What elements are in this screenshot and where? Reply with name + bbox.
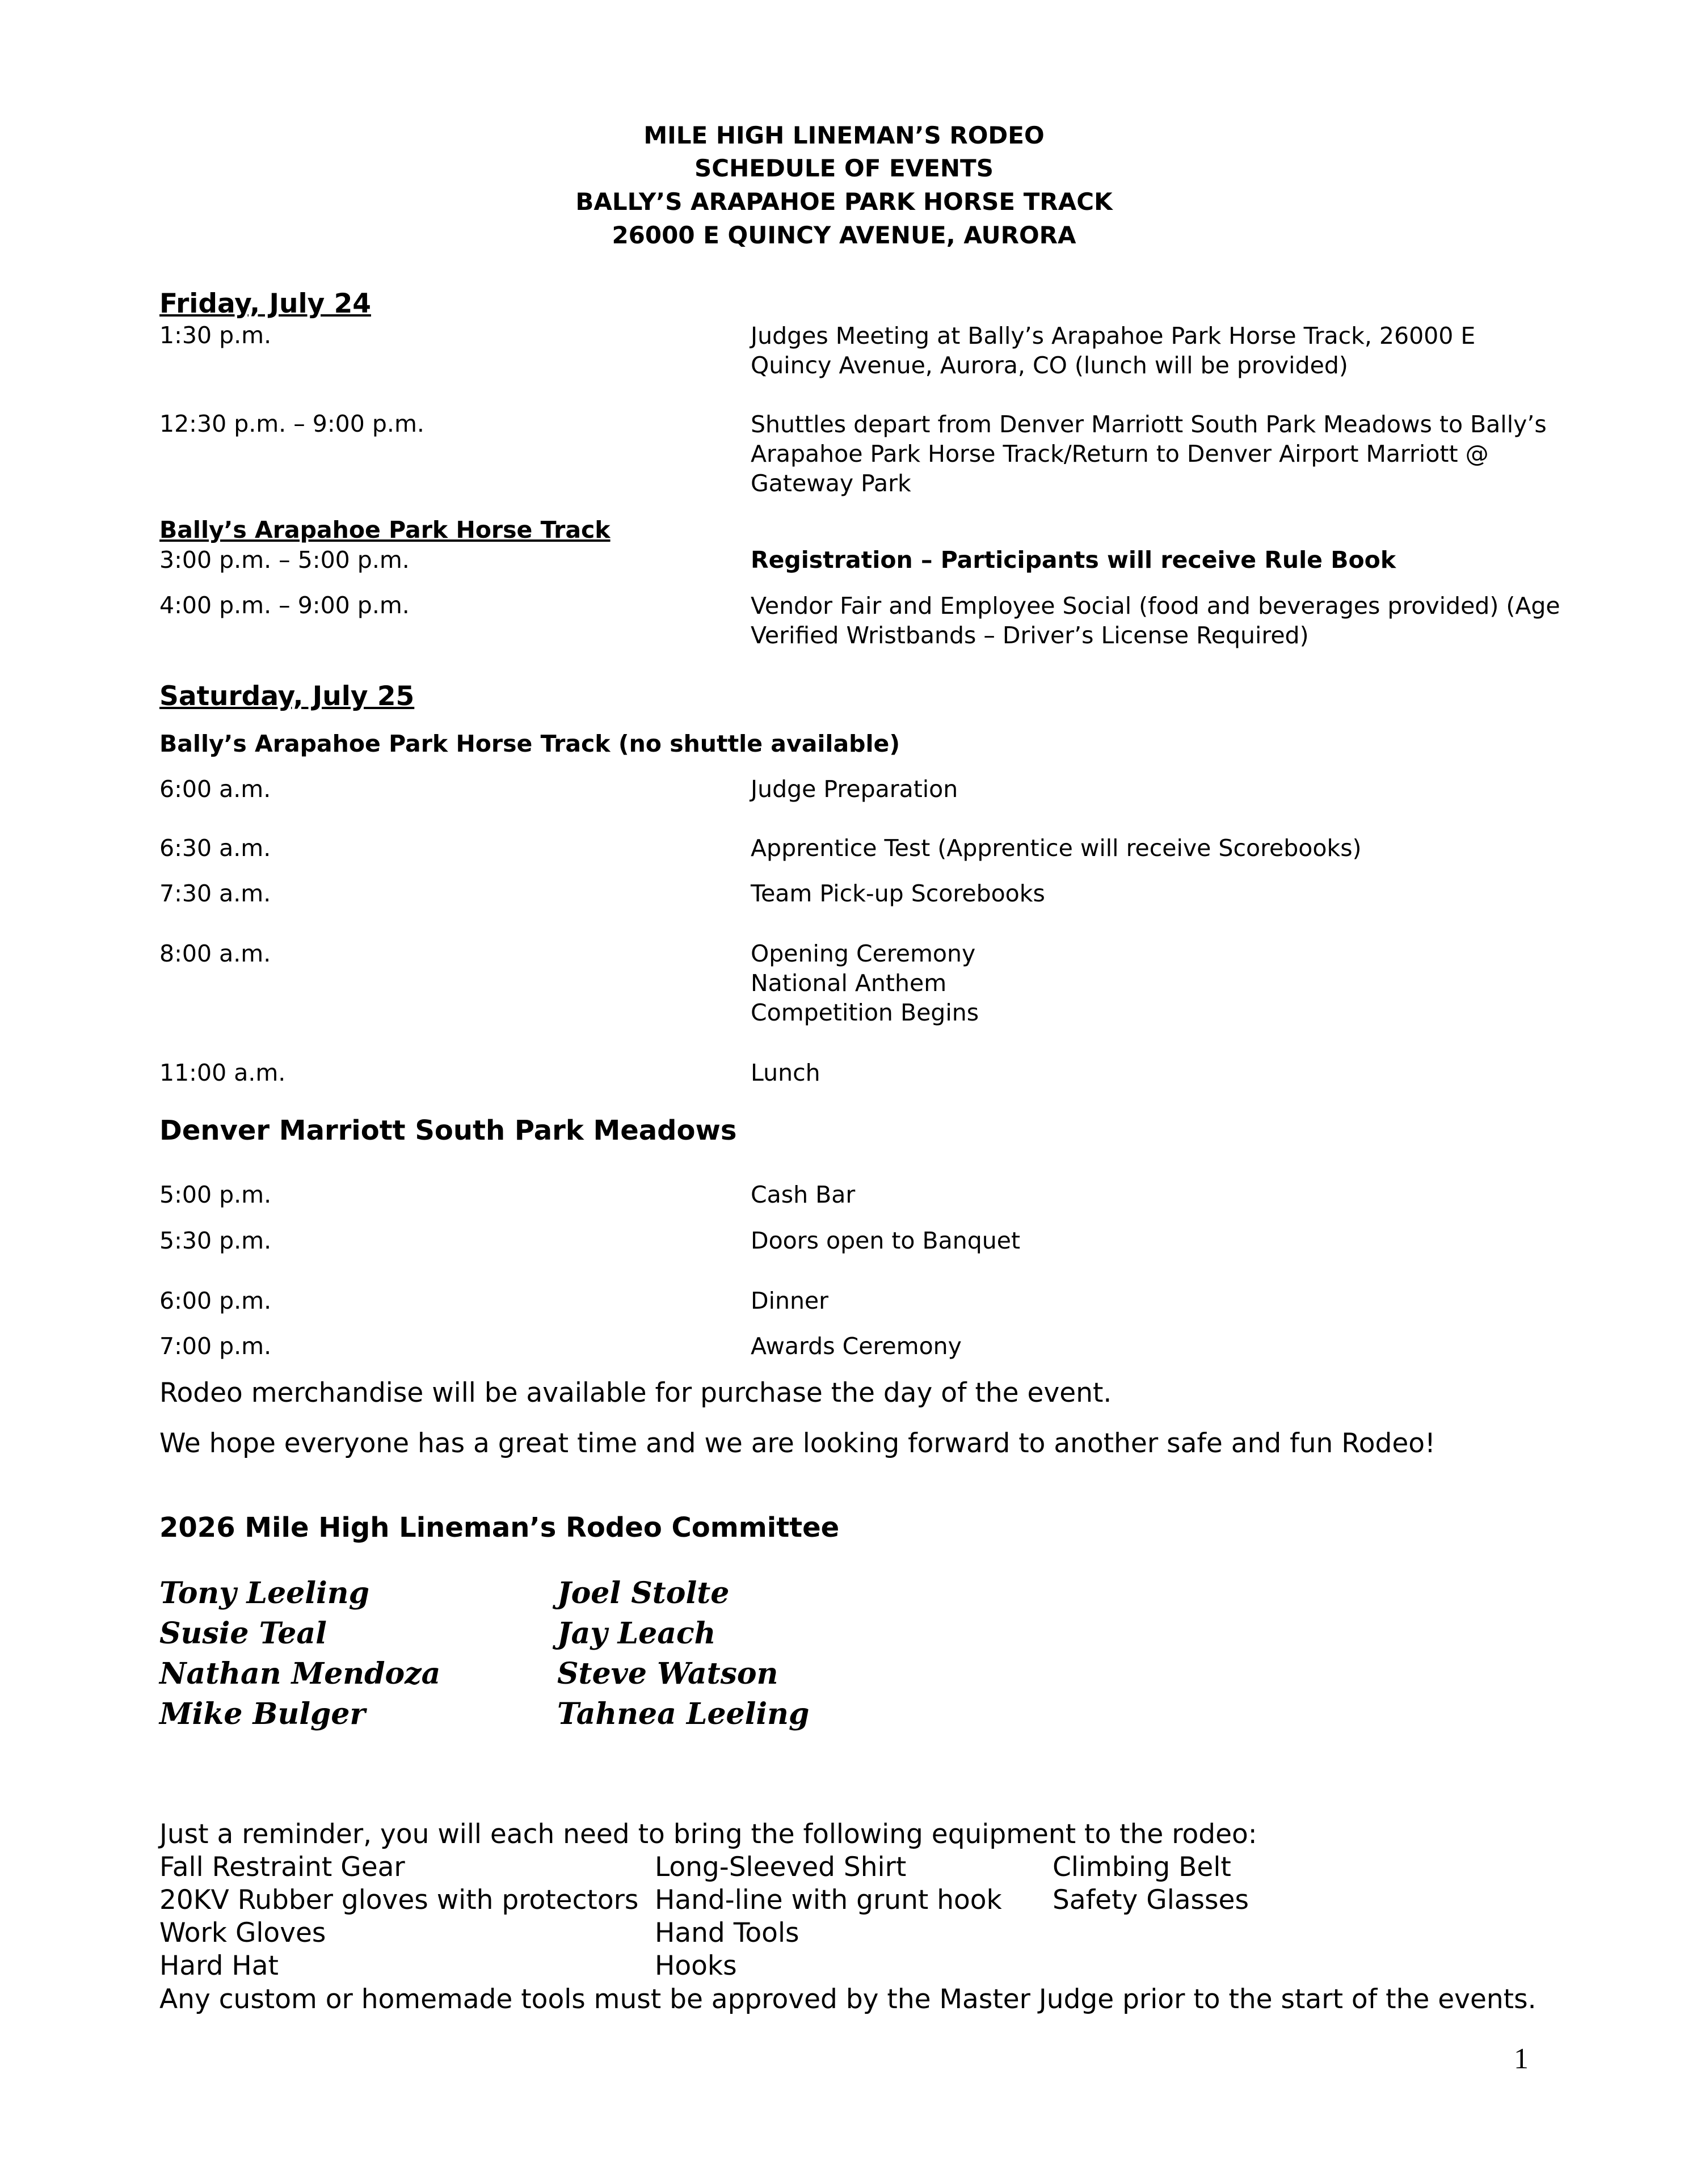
evening-desc-4: Awards Ceremony	[751, 1333, 962, 1360]
friday-desc-2: Shuttles depart from Denver Marriott South Park Meadows to Bally’s Arapahoe Park Horse Track/Return to Denver Airport Marriott @ Gateway Park	[751, 411, 1547, 497]
equipment-item: 20KV Rubber gloves with protectors	[159, 1884, 639, 1916]
evening-time-2: 5:30 p.m.	[159, 1227, 272, 1254]
saturday-desc-4c: Competition Begins	[751, 999, 979, 1026]
equipment-item: Hooks	[655, 1950, 737, 1981]
saturday-heading: Saturday, July 25	[159, 681, 415, 712]
committee-member: Joel Stolte	[557, 1576, 730, 1610]
friday-venue: Bally’s Arapahoe Park Horse Track	[159, 516, 611, 543]
saturday-venue: Bally’s Arapahoe Park Horse Track (no shuttle available)	[159, 730, 900, 757]
equipment-item: Hand Tools	[655, 1917, 799, 1949]
friday-desc-1: Judges Meeting at Bally’s Arapahoe Park Horse Track, 26000 E Quincy Avenue, Aurora, CO (lunch will be provided)	[751, 322, 1476, 379]
friday-heading: Friday, July 24	[159, 288, 371, 319]
committee-member: Steve Watson	[557, 1656, 778, 1691]
equipment-item: Fall Restraint Gear	[159, 1852, 405, 1883]
saturday-desc-5: Lunch	[751, 1059, 820, 1086]
saturday-desc-2: Apprentice Test (Apprentice will receive Scorebooks)	[751, 834, 1362, 862]
saturday-time-1: 6:00 a.m.	[159, 775, 271, 803]
evening-time-3: 6:00 p.m.	[159, 1287, 272, 1314]
title-line-1: MILE HIGH LINEMAN’S RODEO	[643, 121, 1045, 149]
equipment-item: Long-Sleeved Shirt	[655, 1852, 907, 1883]
friday-time-4: 4:00 p.m. – 9:00 p.m.	[159, 592, 410, 619]
title-line-3: BALLY’S ARAPAHOE PARK HORSE TRACK	[575, 188, 1113, 216]
equipment-item: Hand-line with grunt hook	[655, 1884, 1002, 1916]
committee-member: Jay Leach	[557, 1616, 716, 1651]
committee-heading: 2026 Mile High Lineman’s Rodeo Committee	[159, 1512, 840, 1544]
title-line-4: 26000 E QUINCY AVENUE, AURORA	[612, 221, 1076, 249]
saturday-desc-3: Team Pick-up Scorebooks	[751, 880, 1045, 907]
evening-desc-3: Dinner	[751, 1287, 829, 1314]
committee-member: Mike Bulger	[159, 1697, 365, 1731]
equipment-item: Hard Hat	[159, 1950, 279, 1981]
page-number: 1	[1514, 2043, 1529, 2075]
evening-time-4: 7:00 p.m.	[159, 1333, 272, 1360]
saturday-time-3: 7:30 a.m.	[159, 880, 271, 907]
saturday-time-2: 6:30 a.m.	[159, 834, 271, 862]
equipment-item: Climbing Belt	[1053, 1852, 1231, 1883]
friday-time-1: 1:30 p.m.	[159, 322, 272, 349]
saturday-time-5: 11:00 a.m.	[159, 1059, 286, 1086]
saturday-time-4: 8:00 a.m.	[159, 940, 271, 967]
saturday-desc-4b: National Anthem	[751, 969, 947, 997]
committee-member: Nathan Mendoza	[159, 1656, 441, 1691]
evening-time-1: 5:00 p.m.	[159, 1181, 272, 1208]
friday-time-2: 12:30 p.m. – 9:00 p.m.	[159, 410, 424, 437]
closing-note: We hope everyone has a great time and we are looking forward to another safe and fun Rodeo!	[159, 1428, 1436, 1459]
friday-desc-4: Vendor Fair and Employee Social (food and beverages provided) (Age Verified Wristbands – Driver’s License Required)	[751, 592, 1560, 649]
equipment-footer: Any custom or homemade tools must be approved by the Master Judge prior to the start of the events.	[159, 1984, 1537, 2015]
equipment-intro: Just a reminder, you will each need to bring the following equipment to the rodeo:	[159, 1819, 1257, 1850]
saturday-desc-4a: Opening Ceremony	[751, 940, 976, 967]
merchandise-note: Rodeo merchandise will be available for purchase the day of the event.	[159, 1377, 1112, 1409]
committee-member: Susie Teal	[159, 1616, 327, 1651]
equipment-item: Safety Glasses	[1053, 1884, 1249, 1916]
saturday-desc-1: Judge Preparation	[751, 775, 958, 803]
equipment-item: Work Gloves	[159, 1917, 326, 1949]
friday-desc-3: Registration – Participants will receive Rule Book	[751, 546, 1396, 574]
saturday-venue-2: Denver Marriott South Park Meadows	[159, 1115, 737, 1146]
friday-time-3: 3:00 p.m. – 5:00 p.m.	[159, 546, 410, 574]
committee-member: Tahnea Leeling	[557, 1697, 810, 1731]
evening-desc-1: Cash Bar	[751, 1181, 856, 1208]
title-line-2: SCHEDULE OF EVENTS	[694, 154, 994, 182]
evening-desc-2: Doors open to Banquet	[751, 1227, 1021, 1254]
committee-member: Tony Leeling	[159, 1576, 369, 1610]
